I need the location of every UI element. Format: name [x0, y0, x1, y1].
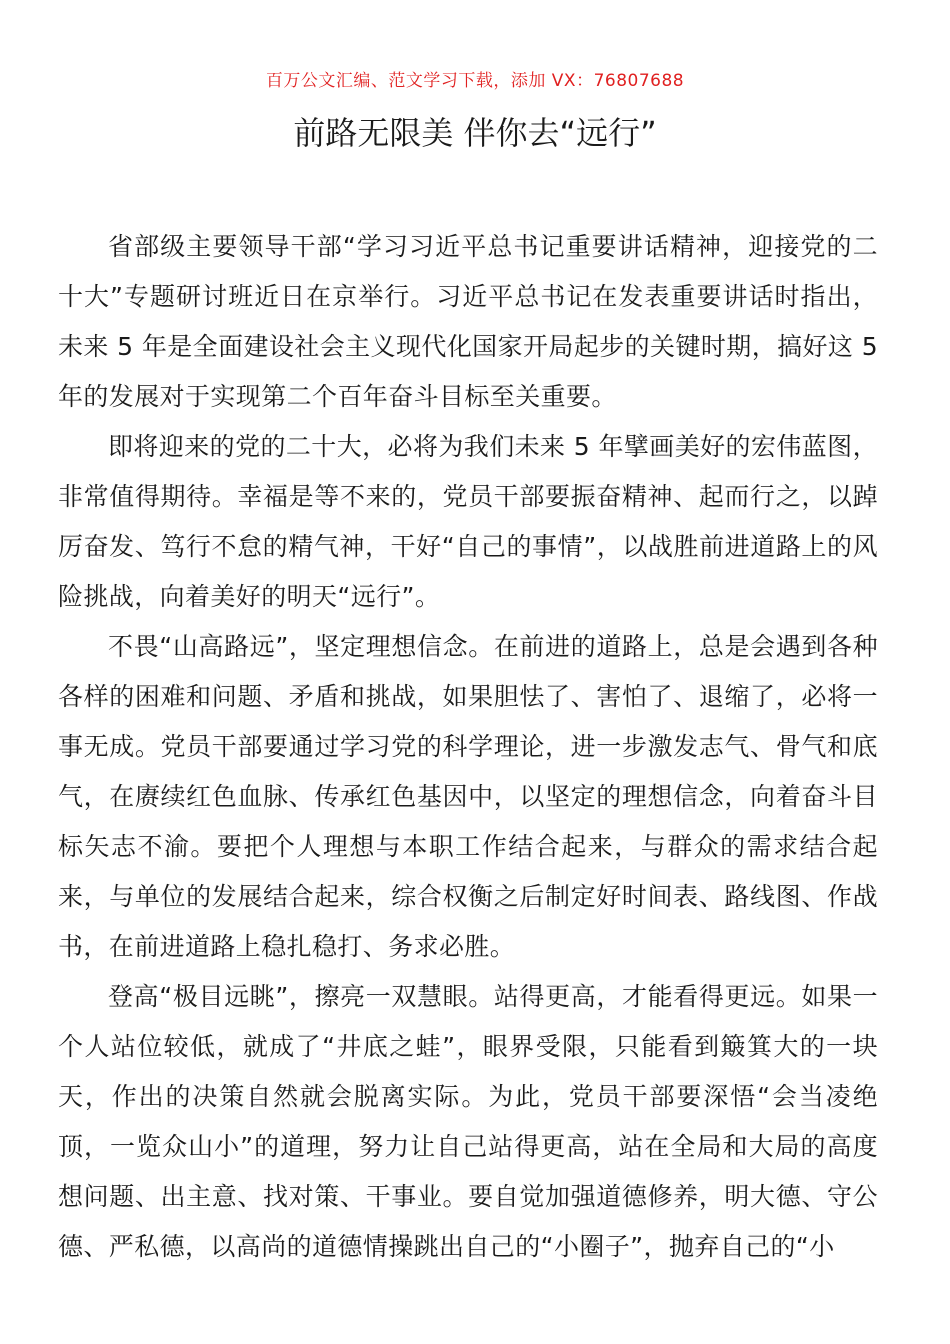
header-contact-note: 百万公文汇编、范文学习下载，添加 VX：76807688: [265, 71, 685, 91]
document-body: [58, 222, 878, 1272]
document-title: 前路无限美 伴你去“远行”: [293, 114, 657, 152]
paragraph-1: 省部级主要领导干部“学习习近平总书记重要讲话精神，迎接党的二十大”专题研讨班近日在京举行。习近平总书记在发表重要讲话时指出，未来 5 年是全面建设社会主义现代化国家开局起步的关键时期，搞好这 5 年的发展对于实现第二个百年奋斗目标至关重要。: [58, 232, 878, 411]
paragraph-2: 即将迎来的党的二十大，必将为我们未来 5 年擘画美好的宏伟蓝图，非常值得期待。幸福是等不来的，党员干部要振奋精神、起而行之，以踔厉奋发、笃行不怠的精气神，干好“自己的事情”，以战胜前进道路上的风险挑战，向着美好的明天“远行”。: [58, 432, 878, 611]
paragraph-4: 登高“极目远眺”，擦亮一双慧眼。站得更高，才能看得更远。如果一个人站位较低，就成了“井底之蛙”，眼界受限，只能看到簸箕大的一块天，作出的决策自然就会脱离实际。为此，党员干部要深悟“会当凌绝顶，一览众山小”的道理，努力让自己站得更高，站在全局和大局的高度想问题、出主意、找对策、干事业。要自觉加强道德修养，明大德、守公德、严私德，以高尚的道德情操跳出自己的“小圈子”，抛弃自己的“小: [58, 982, 878, 1261]
paragraph-3: 不畏“山高路远”，坚定理想信念。在前进的道路上，总是会遇到各种各样的困难和问题、矛盾和挑战，如果胆怯了、害怕了、退缩了，必将一事无成。党员干部要通过学习党的科学理论，进一步激发志气、骨气和底气，在赓续红色血脉、传承红色基因中，以坚定的理想信念，向着奋斗目标矢志不渝。要把个人理想与本职工作结合起来，与群众的需求结合起来，与单位的发展结合起来，综合权衡之后制定好时间表、路线图、作战书，在前进道路上稳扎稳打、务求必胜。: [58, 632, 878, 961]
